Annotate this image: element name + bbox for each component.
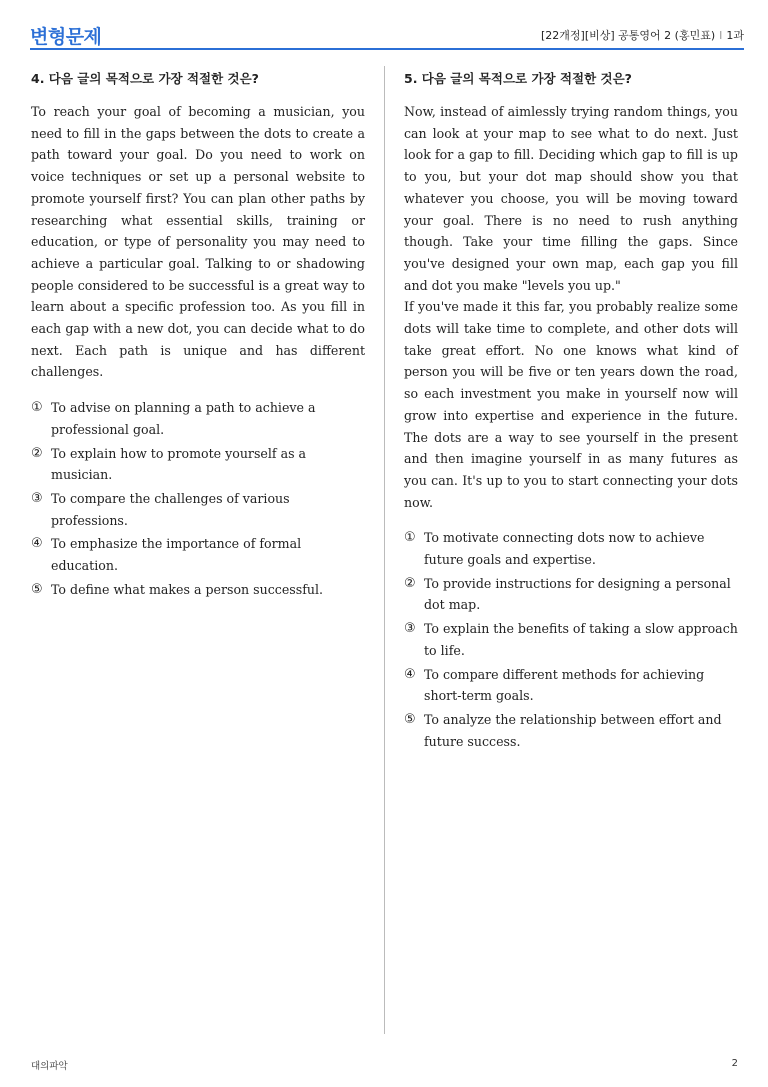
course-info: [22개정][비상] 공통영어 2 (홍민표)	[541, 29, 716, 42]
column-divider	[384, 66, 385, 1034]
option-number: ②	[404, 575, 416, 591]
option-text: To explain how to promote yourself as a musician.	[51, 445, 307, 483]
option-2[interactable]	[404, 573, 738, 616]
passage-paragraph: To reach your goal of becoming a musician, you need to fill in the gaps between the dots to create a path toward your goal. Do you need to work on voice techniques or set up a personal website to promote yourself first? You can plan other paths by researching what essential skills, training or education, or type of personality you may need to achieve a particular goal. Talking to or shadowing people considered to be successful is a great way to learn about a specific profession too. As you fill in each gap with a new dot, you can decide what to do next. Each path is unique and has different challenges.	[31, 104, 365, 380]
option-text: To advise on planning a path to achieve a professional goal.	[51, 400, 316, 437]
option-text: To analyze the relationship between effort and future success.	[424, 711, 722, 749]
question-4-title: 4. 다음 글의 목적으로 가장 적절한 것은?	[31, 71, 259, 86]
unit-label: 1과	[726, 29, 744, 42]
option-number: ④	[404, 666, 416, 682]
header-separator: I	[719, 29, 723, 42]
option-text: To compare different methods for achieving short-term goals.	[424, 666, 705, 704]
option-1[interactable]	[31, 397, 365, 440]
option-text: To explain the benefits of taking a slow approach to life.	[424, 621, 738, 658]
passage-paragraph-1: Now, instead of aimlessly trying random things, you can look at your map to see what to do next. Just look for a gap to fill. Deciding which gap to fill is up to you, but your dot map should show you that whatever you choose, you will be moving toward your goal. There is no need to rush anything though. Take your time filling the gaps. Since you've designed your own map, each gap you fill and dot you make "levels you up."	[404, 104, 738, 293]
option-4[interactable]	[31, 533, 365, 576]
option-number: ①	[404, 530, 416, 546]
option-3[interactable]	[31, 488, 365, 531]
option-5[interactable]	[404, 709, 738, 752]
option-1[interactable]	[404, 527, 738, 570]
option-text: To define what makes a person successful.	[51, 581, 324, 597]
option-number: ③	[31, 490, 43, 506]
question-5-title: 5. 다음 글의 목적으로 가장 적절한 것은?	[404, 71, 632, 86]
question-4-passage	[31, 101, 365, 383]
option-number: ④	[31, 536, 43, 552]
footer-publisher: 대의파악	[31, 1061, 68, 1072]
question-5-passage	[404, 101, 738, 513]
question-4	[31, 70, 365, 602]
option-number: ⑤	[31, 581, 43, 597]
option-text: To provide instructions for designing a personal dot map.	[424, 575, 731, 613]
question-4-options	[31, 397, 365, 600]
page-number: 2	[731, 1058, 738, 1069]
option-4[interactable]	[404, 664, 738, 707]
passage-paragraph-2: If you've made it this far, you probably realize some dots will take time to complete, and other dots will take great effort. No one knows what kind of person you will be five or ten years down the road, so each investment you make in yourself now will grow into expertise and experience in the future. The dots are a way to see yourself in the present and then imagine yourself in as many futures as you can. It's up to you to start connecting your dots now.	[404, 299, 738, 510]
option-text: To motivate connecting dots now to achieve future goals and expertise.	[424, 530, 705, 568]
option-number: ③	[404, 621, 416, 637]
header-info	[541, 27, 744, 43]
page-header	[30, 22, 744, 50]
brand-title: 변형문제	[30, 26, 102, 48]
option-number: ⑤	[404, 711, 416, 727]
option-text: To emphasize the importance of formal education.	[51, 536, 302, 574]
option-5[interactable]	[31, 579, 365, 601]
option-number: ①	[31, 400, 43, 416]
option-number: ②	[31, 445, 43, 461]
option-3[interactable]	[404, 618, 738, 661]
question-5-options	[404, 527, 738, 752]
option-text: To compare the challenges of various professions.	[51, 490, 290, 528]
option-2[interactable]	[31, 443, 365, 486]
question-5	[404, 70, 738, 754]
